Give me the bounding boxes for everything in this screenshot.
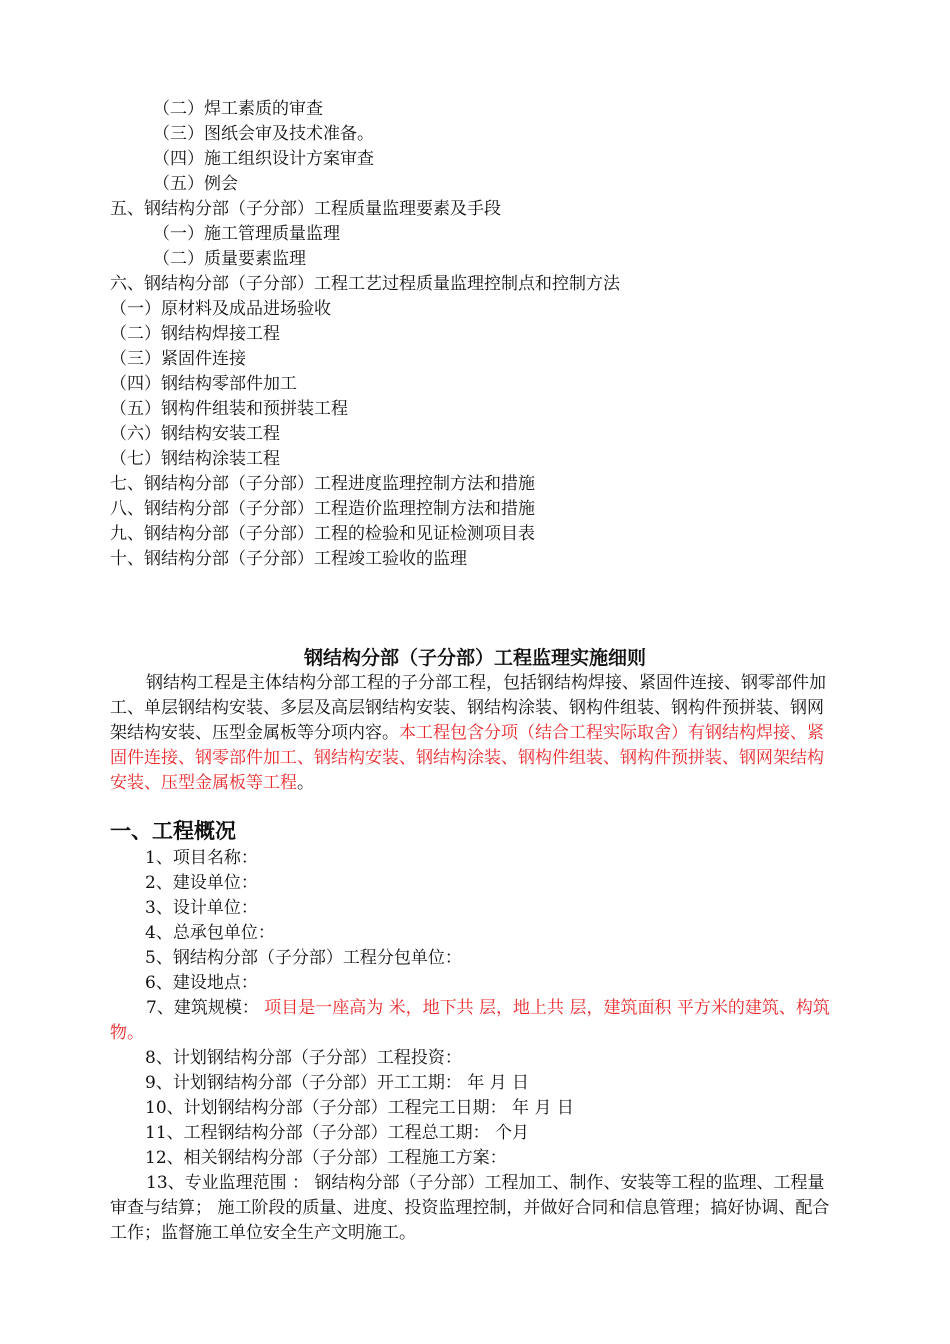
toc-item: （一）施工管理质量监理 <box>153 224 340 244</box>
toc-item: 六、钢结构分部（子分部）工程工艺过程质量监理控制点和控制方法 <box>110 274 620 294</box>
scale-label: 7、建筑规模： <box>146 998 259 1018</box>
overview-item-scale <box>110 996 840 1046</box>
overview-item: 1、项目名称： <box>145 848 258 868</box>
overview-item: 4、总承包单位： <box>145 923 275 943</box>
toc-item: （四）钢结构零部件加工 <box>110 374 297 394</box>
toc-item: 八、钢结构分部（子分部）工程造价监理控制方法和措施 <box>110 499 535 519</box>
toc-item: （四）施工组织设计方案审查 <box>153 149 374 169</box>
toc-item: （一）原材料及成品进场验收 <box>110 299 331 319</box>
overview-item: 9、计划钢结构分部（子分部）开工工期： 年 月 日 <box>145 1073 530 1093</box>
overview-item: 8、计划钢结构分部（子分部）工程投资： <box>145 1048 462 1068</box>
overview-item-scope: 13、专业监理范围 ： 钢结构分部（子分部）工程加工、制作、安装等工程的监理、工程量审查与结算； 施工阶段的质量、进度、投资监理控制，并做好合同和信息管理；搞好协调、配合工作；监督施工单位安全生产文明施工。 <box>110 1173 830 1243</box>
overview-item: 3、设计单位： <box>145 898 258 918</box>
overview-item: 10、计划钢结构分部（子分部）工程完工日期： 年 月 日 <box>145 1098 574 1118</box>
intro-end: 。 <box>297 773 314 793</box>
toc-item: 十、钢结构分部（子分部）工程竣工验收的监理 <box>110 549 467 569</box>
toc-item: 七、钢结构分部（子分部）工程进度监理控制方法和措施 <box>110 474 535 494</box>
toc-item: （五）钢构件组装和预拼装工程 <box>110 399 348 419</box>
section-heading: 一、工程概况 <box>110 819 236 843</box>
toc-item: （六）钢结构安装工程 <box>110 424 280 444</box>
intro-text: 钢结构工程是主体结构分部工程的子分部工程，包括钢结构焊接、紧固件连接、钢零部件加工、单层钢结构安装、多层及高层钢结构安装、钢结构涂装、钢构件组装、钢构件预拼装、钢网架结构安装、压型金属板等分项内容。 <box>110 673 826 743</box>
scale-value: 项目是一座高为 米，地下共 层，地上共 层，建筑面积 平方米的建筑、构筑物。 <box>110 998 830 1043</box>
toc-item: 九、钢结构分部（子分部）工程的检验和见证检测项目表 <box>110 524 535 544</box>
overview-item: 5、钢结构分部（子分部）工程分包单位： <box>145 948 462 968</box>
overview-item: 11、工程钢结构分部（子分部）工程总工期： 个月 <box>145 1123 530 1143</box>
toc-item: （二）质量要素监理 <box>153 249 306 269</box>
overview-item: 6、建设地点： <box>145 973 258 993</box>
overview-item: 12、相关钢结构分部（子分部）工程施工方案： <box>145 1148 507 1168</box>
intro-highlight: 本工程包含分项（结合工程实际取舍）有钢结构焊接、紧固件连接、钢零部件加工、钢结构安装、钢结构涂装、钢构件组装、钢构件预拼装、钢网架结构安装、压型金属板等工程 <box>110 723 824 793</box>
intro-paragraph <box>110 671 840 796</box>
toc-item: （五）例会 <box>153 174 238 194</box>
toc-item: （二）钢结构焊接工程 <box>110 324 280 344</box>
document-title: 钢结构分部（子分部）工程监理实施细则 <box>303 647 646 669</box>
toc-item: 五、钢结构分部（子分部）工程质量监理要素及手段 <box>110 199 501 219</box>
toc-item: （三）图纸会审及技术准备。 <box>153 124 374 144</box>
toc-item: （七）钢结构涂装工程 <box>110 449 280 469</box>
toc-item: （二）焊工素质的审查 <box>153 99 323 119</box>
overview-item: 2、建设单位： <box>145 873 258 893</box>
toc-item: （三）紧固件连接 <box>110 349 246 369</box>
